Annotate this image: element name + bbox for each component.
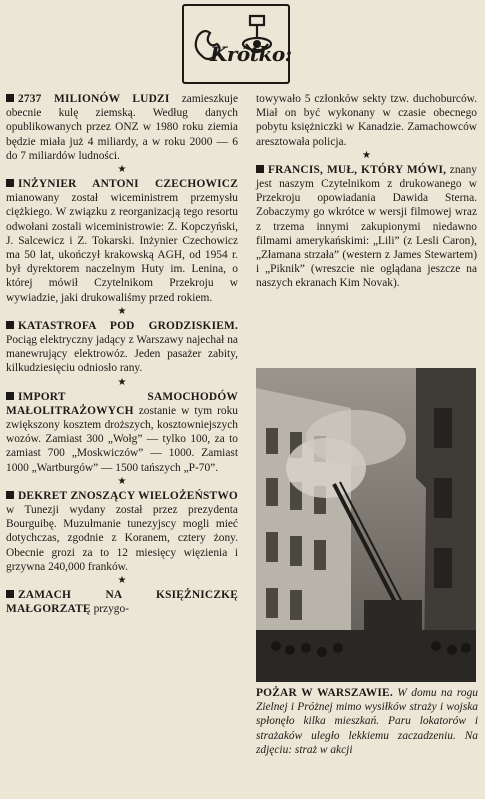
right-column bbox=[256, 92, 477, 291]
item-headline: KATASTROFA POD GRODZISKIEM. bbox=[18, 319, 238, 332]
bullet-icon bbox=[256, 165, 264, 173]
bullet-icon bbox=[6, 94, 14, 102]
news-item-continued bbox=[256, 92, 477, 149]
bullet-icon bbox=[6, 491, 14, 499]
item-text: zamieszkuje obecnie kulę ziemską. Według danych opublikowanych przez ONZ w 1980 roku ziemia będzie miała już 4 miliardy, a w roku 2000 — 6 do 7 miliardów ludności. bbox=[6, 93, 238, 162]
news-item bbox=[6, 177, 238, 305]
news-item bbox=[256, 163, 477, 291]
item-text: Pociąg elektryczny jadący z Warszawy najechał na manewrujący elektrowóz. Jeden pasażer zabity, kilkudziesięciu odniosło rany. bbox=[6, 334, 238, 375]
star-separator: ★ bbox=[117, 575, 127, 587]
item-headline: ZAMACH NA KSIĘŻNICZKĘ MAŁGORZATĘ bbox=[6, 589, 238, 616]
item-text: mianowany został wiceministrem przemysłu ciężkiego. W związku z reorganizacją tego resortu odwołani zostali wiceministrowie: Z. Kopczyński, J. Salcewicz i Z. Tokarski. Inżynier Czechowicz ma 50 lat, ukończył krakowską AGH, od 1954 r. był dyrektorem naczelnym Huty im. Lenina, o której mówił Czytelnikom Przekroju w wywiadzie, jaki drukowaliśmy przed rokiem. bbox=[6, 192, 238, 304]
fire-scene-image bbox=[256, 368, 476, 682]
news-item bbox=[6, 588, 238, 616]
news-item bbox=[6, 92, 238, 163]
item-headline: IMPORT SAMOCHODÓW MAŁOLITRAŻOWYCH bbox=[6, 390, 238, 417]
news-item bbox=[6, 489, 238, 574]
news-item bbox=[6, 390, 238, 475]
bullet-icon bbox=[6, 590, 14, 598]
photo-caption bbox=[256, 686, 478, 757]
bullet-icon bbox=[6, 179, 14, 187]
left-column bbox=[6, 92, 238, 617]
item-text: zostanie w tym roku zwiększony kosztem droższych, kosztowniejszych wozów. Zamiast 300 „Wołg” — tylko 100, za to zamiast 700 „Moskwiczów” — 1000. Zamiast 1000 „Wartburgów” — 1500 tańszych „P-70”. bbox=[6, 404, 238, 474]
section-header bbox=[182, 4, 292, 82]
star-separator: ★ bbox=[117, 305, 127, 317]
caption-headline: POŻAR W WARSZAWIE. bbox=[256, 687, 393, 699]
item-text: znany jest naszym Czytelnikom z drukowanego w Przekroju opowiadania Dawida Sterna. Zobaczymy go wkrótce w wersji filmowej wraz z trzema innymi zakupionymi niedawno filmami amerykańskimi: „Lili” (z Lesli Caron), „Złamana strzała” (western z James Stewartem) i „Piknik” (wreszcie nie oglądana jeszcze na naszych ekranach Kim Novak). bbox=[256, 163, 477, 290]
header-title: Krótko: bbox=[210, 42, 292, 66]
bullet-icon bbox=[6, 321, 14, 329]
fire-photo bbox=[256, 368, 476, 682]
item-text: towywało 5 członków sekty tzw. duchoburców. Miał on być wykonany w czasie obecnego pobytu księżniczki w Kanadzie. Zamachowców aresztowała policja. bbox=[256, 93, 477, 148]
item-text: w Tunezji wydany został przez prezydenta Bourguibę. Muzułmanie tunezyjscy mogli mieć dotychczas, zgodnie z Koranem, cztery żony. Obecnie grozi za to 12 miesięcy więzienia i grzywna 240,000 franków. bbox=[6, 504, 238, 573]
star-separator: ★ bbox=[362, 149, 371, 161]
star-separator: ★ bbox=[117, 164, 127, 176]
bullet-icon bbox=[6, 392, 14, 400]
caption-text: W domu na rogu Zielnej i Próżnej mimo wysiłków straży i wojska spłonęło kilka mieszkań. Paru lokatorów i strażaków uległo lekkiemu zaczadzeniu. Na zdjęciu: straż w akcji bbox=[256, 687, 478, 756]
item-headline: INŻYNIER ANTONI CZECHOWICZ bbox=[18, 178, 238, 191]
item-headline: FRANCIS, MUŁ, KTÓRY MÓWI, bbox=[268, 163, 447, 176]
star-separator: ★ bbox=[117, 376, 127, 388]
item-text: przygo- bbox=[93, 603, 129, 616]
star-separator: ★ bbox=[117, 475, 127, 487]
item-headline: 2737 MILIONÓW LUDZI bbox=[18, 93, 170, 105]
news-item bbox=[6, 319, 238, 376]
item-headline: DEKRET ZNOSZĄCY WIELOŻEŃSTWO bbox=[18, 489, 238, 502]
